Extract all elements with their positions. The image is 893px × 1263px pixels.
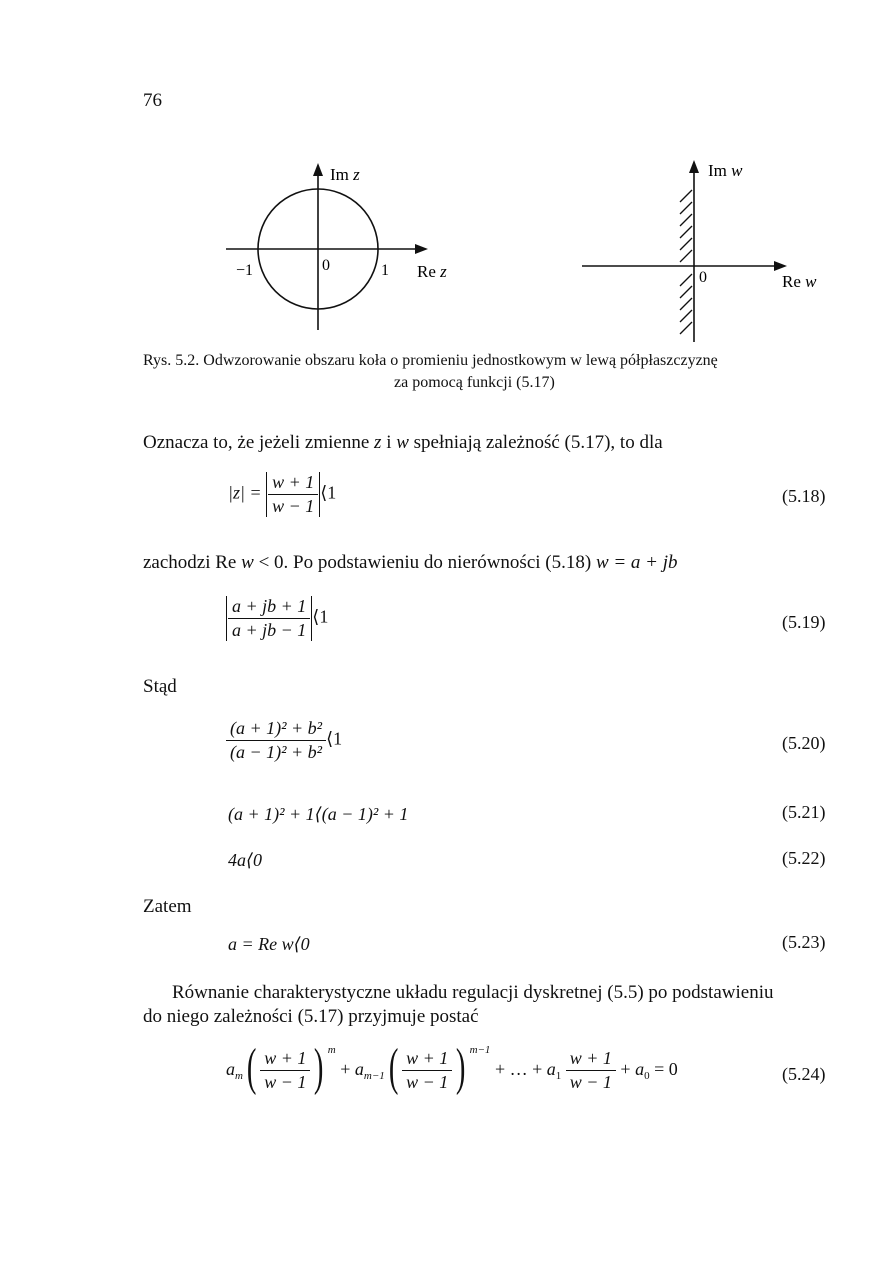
equation-5-23: a = Re w⟨0 <box>228 934 310 954</box>
eq-5-20-label: (5.20) <box>782 733 826 753</box>
eq-5-24-sub-0: 0 <box>644 1070 650 1082</box>
paragraph-3-line-1: Równanie charakterystyczne układu regulacji dyskretnej (5.5) po podstawieniu <box>172 982 774 1003</box>
figure-5-2 <box>0 150 893 350</box>
equation-5-20 <box>226 718 342 763</box>
eq-5-18-lhs: |z| = <box>228 482 262 503</box>
paragraph-2-text-b: < 0. Po podstawieniu do nierówności (5.18) <box>253 552 596 573</box>
eq-5-19-label: (5.19) <box>782 612 826 632</box>
eq-5-24-plus-1: + <box>340 1059 351 1079</box>
z-tick-one: 1 <box>381 262 389 279</box>
equation-5-19 <box>226 596 328 641</box>
eq-5-19-denominator: a + jb − 1 <box>232 620 307 640</box>
w-tick-zero: 0 <box>699 269 707 286</box>
z-tick-zero: 0 <box>322 257 330 274</box>
equation-5-22: 4a⟨0 <box>228 850 263 870</box>
left-half-plane-hatching <box>680 190 692 334</box>
eq-5-18-numerator: w + 1 <box>268 472 318 495</box>
eq-5-24-den-1: w − 1 <box>264 1072 307 1093</box>
paragraph-1 <box>143 432 663 455</box>
z-real-arrow-icon <box>415 244 428 254</box>
paragraph-1-text-a: Oznacza to, że jeżeli zmienne <box>143 432 375 453</box>
eq-5-24-dots: + … + <box>494 1059 543 1079</box>
figure-caption-line-2: za pomocą funkcji (5.17) <box>394 374 555 391</box>
equation-5-24: $a_m$( $\frac{w + 1}{w - 1}$ ) $^m + a_{m-1}$( $\frac{w + 1}{w - 1}$ ) $^{m-1}$ + … + $a_1$ $\frac{w + 1}{w - 1}$ + $a_0 = 0$ <box>226 1038 678 1096</box>
eq-5-24-num-3: w + 1 <box>566 1048 616 1071</box>
eq-5-19-relation: ⟨1 <box>312 606 329 627</box>
eq-5-24-coef-0: a <box>635 1059 645 1079</box>
eq-5-24-coef-1: a <box>546 1059 556 1079</box>
eq-5-20-numerator: (a + 1)² + b² <box>226 718 326 741</box>
eq-5-24-den-3: w − 1 <box>569 1072 612 1093</box>
eq-5-24-tail: = 0 <box>654 1059 678 1079</box>
page-number: 76 <box>143 90 162 111</box>
eq-5-21-label: (5.21) <box>782 802 826 822</box>
eq-5-24-label: (5.24) <box>782 1064 826 1084</box>
eq-5-20-relation: ⟨1 <box>326 728 343 749</box>
paragraph-1-text-b: i <box>381 432 397 453</box>
paragraph-1-text-c: spełniają zależność (5.17), to dla <box>408 432 663 453</box>
eq-5-23-label: (5.23) <box>782 932 826 952</box>
paragraph-3-line-2: do niego zależności (5.17) przyjmuje postać <box>143 1006 479 1027</box>
equation-5-21: (a + 1)² + 1⟨(a − 1)² + 1 <box>228 804 409 824</box>
eq-5-24-pow-m: m <box>327 1044 336 1056</box>
eq-5-18-label: (5.18) <box>782 486 826 506</box>
eq-5-19-numerator: a + jb + 1 <box>228 596 310 619</box>
w-plane-diagram <box>582 160 817 342</box>
eq-5-24-plus-2: + <box>620 1059 631 1079</box>
z-imag-label: Im z <box>330 165 360 184</box>
w-imag-label: Im w <box>708 161 743 180</box>
eq-5-22-label: (5.22) <box>782 848 826 868</box>
eq-5-20-denominator: (a − 1)² + b² <box>230 742 323 762</box>
z-tick-minus-one: −1 <box>236 262 254 279</box>
z-imag-arrow-icon <box>313 163 323 176</box>
eq-5-24-coef-m: a <box>226 1059 235 1079</box>
paragraph-2-var-w: w <box>241 552 254 573</box>
paragraph-2-text-a: zachodzi Re <box>143 552 242 573</box>
paragraph-1-var-z: z <box>374 432 382 453</box>
z-plane-diagram <box>226 163 447 330</box>
w-real-arrow-icon <box>774 261 787 271</box>
eq-5-24-sub-m: m <box>235 1070 243 1082</box>
word-stad: Stąd <box>143 676 177 697</box>
eq-5-24-pow-m1: m−1 <box>469 1044 491 1056</box>
eq-5-24-sub-m1: m−1 <box>363 1070 385 1082</box>
eq-5-24-sub-1: 1 <box>555 1070 562 1082</box>
w-imag-arrow-icon <box>689 160 699 173</box>
paragraph-2-substitution: w = a + jb <box>595 552 678 573</box>
eq-5-24-coef-m1: a <box>354 1059 364 1079</box>
eq-5-24-den-2: w − 1 <box>406 1072 449 1093</box>
eq-5-24-num-1: w + 1 <box>260 1048 310 1071</box>
eq-5-24-num-2: w + 1 <box>402 1048 452 1071</box>
w-real-label: Re w <box>782 272 817 291</box>
equation-5-18 <box>228 472 336 517</box>
eq-5-18-denominator: w − 1 <box>272 496 315 516</box>
figure-caption-line-1: Rys. 5.2. Odwzorowanie obszaru koła o promieniu jednostkowym w lewą półpłaszczyznę <box>143 352 718 369</box>
word-zatem: Zatem <box>143 896 192 917</box>
eq-5-18-relation: ⟨1 <box>320 482 337 503</box>
z-real-label: Re z <box>417 262 447 281</box>
paragraph-1-var-w: w <box>396 432 409 453</box>
paragraph-2 <box>143 552 678 575</box>
